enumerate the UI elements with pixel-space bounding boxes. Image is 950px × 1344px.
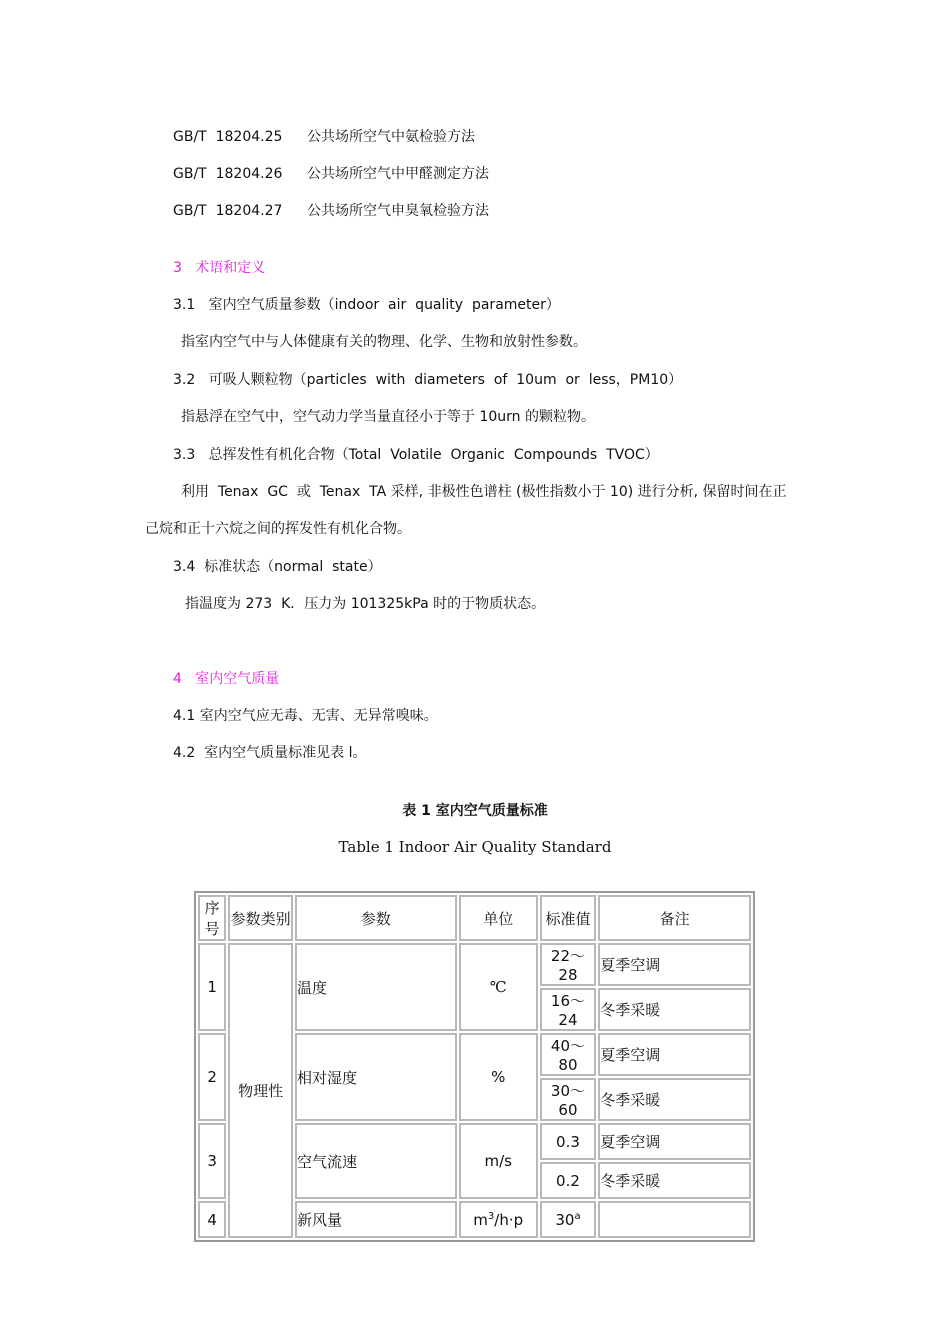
- term-3-3: 3.3 总挥发性有机化合物（Total Volatile Organic Compounds TVOC）: [173, 447, 659, 463]
- ref-title: 公共场所空气中氨检验方法: [307, 129, 475, 145]
- parameter-cell: 温度: [295, 943, 457, 1031]
- clause-4-2: 4.2 室内空气质量标准见表 l。: [173, 745, 367, 761]
- row-serial: 3: [198, 1123, 226, 1199]
- value-base: 30: [555, 1210, 575, 1229]
- remark-cell: 夏季空调: [598, 1033, 751, 1076]
- header-remarks: 备注: [598, 895, 751, 941]
- remark-cell: 夏季空调: [598, 1123, 751, 1160]
- ref-code: GB/T 18204.26: [173, 166, 283, 182]
- term-3-3-definition-line1: 利用 Tenax GC 或 Tenax TA 采样, 非极性色谱柱 (极性指数小于 10) 进行分析, 保留时间在正: [181, 484, 787, 500]
- remark-cell: 冬季采暖: [598, 988, 751, 1031]
- term-3-4-definition: 指温度为 273 K．压力为 101325kPa 时的于物质状态。: [185, 596, 546, 612]
- remark-cell: 冬季采暖: [598, 1162, 751, 1199]
- header-standard-value: 标准值: [540, 895, 597, 941]
- remark-cell: [598, 1201, 751, 1238]
- term-3-1-definition: 指室内空气中与人体健康有关的物理、化学、生物和放射性参数。: [181, 334, 587, 350]
- row-serial: 4: [198, 1201, 226, 1238]
- term-3-2: 3.2 可吸人颗粒物（particles with diameters of 10um or less，PM10）: [173, 372, 683, 388]
- header-category: 参数类别: [228, 895, 293, 941]
- standard-value-cell: 0.3: [540, 1123, 597, 1160]
- section-3-heading: 3 术语和定义: [173, 260, 266, 276]
- header-parameter: 参数: [295, 895, 457, 941]
- unit-cell: ℃: [459, 943, 538, 1031]
- header-unit: 单位: [459, 895, 538, 941]
- unit-cell: %: [459, 1033, 538, 1121]
- standard-value-cell: 0.2: [540, 1162, 597, 1199]
- parameter-cell: 空气流速: [295, 1123, 457, 1199]
- standard-value-cell: 30～60: [540, 1078, 597, 1121]
- table-caption-chinese: 表 1 室内空气质量标准: [402, 803, 548, 819]
- term-3-4: 3.4 标准状态（normal state）: [173, 559, 382, 575]
- ref-code: GB/T 18204.25: [173, 129, 283, 145]
- category-cell: 物理性: [228, 943, 293, 1238]
- term-3-1: 3.1 室内空气质量参数（indoor air quality parameter）: [173, 297, 560, 313]
- table-caption-english: Table 1 Indoor Air Quality Standard: [338, 838, 612, 856]
- row-serial: 2: [198, 1033, 226, 1121]
- unit-cell: [459, 1201, 538, 1238]
- section-4-heading: 4 室内空气质量: [173, 671, 280, 687]
- footnote-marker: a: [574, 1210, 581, 1222]
- remark-cell: 冬季采暖: [598, 1078, 751, 1121]
- term-3-2-definition: 指悬浮在空气中，空气动力学当量直径小于等于 10urn 的颗粒物。: [181, 409, 595, 425]
- standard-value-cell: 16～24: [540, 988, 597, 1031]
- header-serial: 序号: [198, 895, 226, 941]
- ref-code: GB/T 18204.27: [173, 203, 283, 219]
- standard-value-cell: [540, 1201, 597, 1238]
- ref-title: 公共场所空气申臭氧检验方法: [307, 203, 489, 219]
- standard-value-cell: 22～28: [540, 943, 597, 986]
- unit-cell: m/s: [459, 1123, 538, 1199]
- unit-rest: /h·p: [494, 1210, 524, 1229]
- ref-title: 公共场所空气中甲醛测定方法: [307, 166, 489, 182]
- table-header-row: [198, 895, 751, 941]
- term-3-3-definition-line2: 己烷和正十六烷之间的挥发性有机化合物。: [145, 521, 411, 537]
- table-row: [198, 943, 751, 986]
- row-serial: 1: [198, 943, 226, 1031]
- parameter-cell: 相对湿度: [295, 1033, 457, 1121]
- air-quality-standard-table: [194, 891, 755, 1242]
- remark-cell: 夏季空调: [598, 943, 751, 986]
- standard-value-cell: 40～80: [540, 1033, 597, 1076]
- clause-4-1: 4.1 室内空气应无毒、无害、无异常嗅味。: [173, 708, 438, 724]
- unit-superscript: 3: [487, 1210, 495, 1222]
- parameter-cell: 新风量: [295, 1201, 457, 1238]
- unit-base: m: [473, 1210, 488, 1229]
